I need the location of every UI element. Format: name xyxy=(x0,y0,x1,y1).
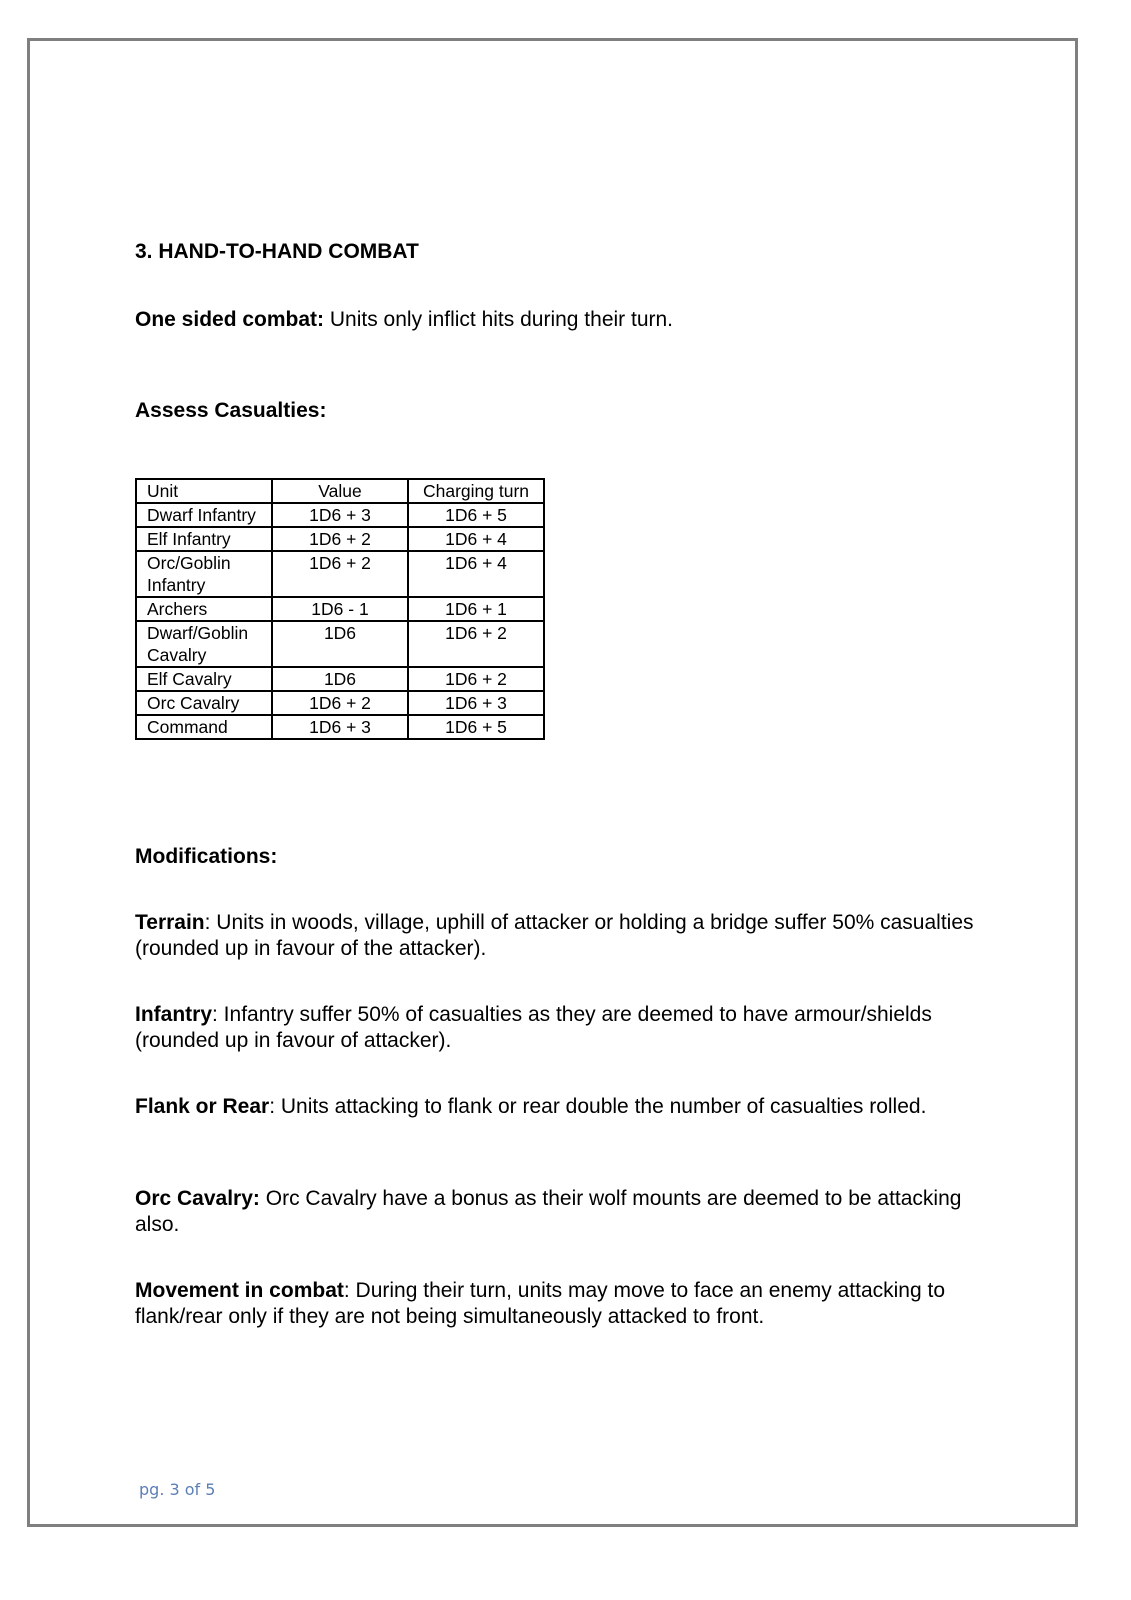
table-header-row xyxy=(136,479,544,503)
unit-cell: Elf Infantry xyxy=(147,529,231,549)
value-cell: 1D6 + 3 xyxy=(272,715,408,739)
value-cell: 1D6 xyxy=(272,667,408,691)
modification-text: : Units attacking to flank or rear double the number of casualties rolled. xyxy=(269,1095,927,1118)
one-sided-combat-paragraph xyxy=(135,307,995,333)
header-value: Value xyxy=(272,479,408,503)
unit-cell: Dwarf/Goblin Cavalry xyxy=(147,623,249,665)
modification-text: : Infantry suffer 50% of casualties as they are deemed to have armour/shields (rounded up in favour of attacker). xyxy=(135,1003,932,1052)
one-sided-combat-text: Units only inflict hits during their turn. xyxy=(324,308,674,331)
modification-text: : During their turn, units may move to face an enemy attacking to flank/rear only if they are not being simultaneously attacked to front. xyxy=(135,1279,945,1328)
modifications-heading: Modifications: xyxy=(135,845,278,868)
unit-cell: Elf Cavalry xyxy=(147,669,232,689)
table-row xyxy=(136,551,544,597)
modification-label: Terrain xyxy=(135,911,205,934)
unit-cell: Orc Cavalry xyxy=(147,693,240,713)
charging-cell: 1D6 + 2 xyxy=(408,621,544,667)
table-row xyxy=(136,503,544,527)
section-title: 3. HAND-TO-HAND COMBAT xyxy=(135,240,419,263)
table-row xyxy=(136,715,544,739)
charging-cell: 1D6 + 2 xyxy=(408,667,544,691)
table-row xyxy=(136,527,544,551)
charging-cell: 1D6 + 5 xyxy=(408,503,544,527)
value-cell: 1D6 + 2 xyxy=(272,551,408,597)
table-row xyxy=(136,667,544,691)
one-sided-combat-label: One sided combat: xyxy=(135,308,325,331)
value-cell: 1D6 xyxy=(272,621,408,667)
assess-casualties-heading: Assess Casualties: xyxy=(135,399,327,422)
value-cell: 1D6 + 2 xyxy=(272,691,408,715)
unit-cell: Command xyxy=(147,717,228,737)
charging-cell: 1D6 + 4 xyxy=(408,527,544,551)
charging-cell: 1D6 + 4 xyxy=(408,551,544,597)
modification-label: Flank or Rear xyxy=(135,1095,270,1118)
charging-cell: 1D6 + 5 xyxy=(408,715,544,739)
modification-label: Infantry xyxy=(135,1003,213,1026)
modification-terrain xyxy=(135,910,995,962)
modification-infantry xyxy=(135,1002,995,1054)
casualties-table xyxy=(135,478,545,740)
page-number-footer: pg. 3 of 5 xyxy=(139,1480,216,1499)
modification-orc-cavalry xyxy=(135,1186,995,1238)
header-charging-turn: Charging turn xyxy=(408,479,544,503)
table-row xyxy=(136,597,544,621)
table-row xyxy=(136,621,544,667)
header-unit: Unit xyxy=(136,479,272,503)
charging-cell: 1D6 + 3 xyxy=(408,691,544,715)
table-row xyxy=(136,691,544,715)
modification-text: : Units in woods, village, uphill of attacker or holding a bridge suffer 50% casualties (rounded up in favour of the attacker). xyxy=(135,911,974,960)
value-cell: 1D6 + 2 xyxy=(272,527,408,551)
unit-cell: Orc/Goblin Infantry xyxy=(147,553,231,595)
unit-cell: Dwarf Infantry xyxy=(147,505,256,525)
unit-cell: Archers xyxy=(147,599,208,619)
modification-label: Movement in combat xyxy=(135,1279,344,1302)
charging-cell: 1D6 + 1 xyxy=(408,597,544,621)
value-cell: 1D6 - 1 xyxy=(272,597,408,621)
modification-movement-in-combat xyxy=(135,1278,995,1330)
modification-label: Orc Cavalry: xyxy=(135,1187,260,1210)
modification-flank-or-rear xyxy=(135,1094,995,1120)
value-cell: 1D6 + 3 xyxy=(272,503,408,527)
modification-text: Orc Cavalry have a bonus as their wolf mounts are deemed to be attacking also. xyxy=(135,1187,962,1236)
